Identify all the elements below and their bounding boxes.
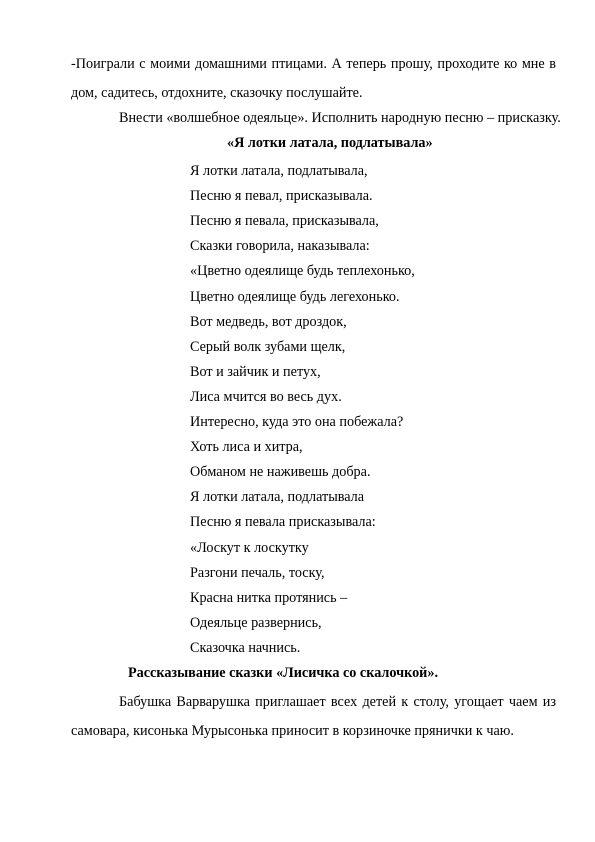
song-line: Цветно одеялище будь легехонько. bbox=[190, 289, 400, 305]
song-line: Сказки говорила, наказывала: bbox=[190, 238, 370, 254]
song-title: «Я лотки латала, подлатывала» bbox=[227, 135, 433, 151]
song-line: Разгони печаль, тоску, bbox=[190, 565, 325, 581]
song-line: «Цветно одеялище будь теплехонько, bbox=[190, 263, 415, 279]
song-line: Вот медведь, вот дроздок, bbox=[190, 314, 347, 330]
song-line: «Лоскут к лоскутку bbox=[190, 540, 309, 556]
song-line: Песню я певал, присказывала. bbox=[190, 188, 373, 204]
song-line: Лиса мчится во весь дух. bbox=[190, 389, 342, 405]
song-line: Я лотки латала, подлатывала bbox=[190, 489, 365, 505]
song-line: Одеяльце развернись, bbox=[190, 615, 322, 631]
intro-line-1: -Поиграли с моими домашними птицами. А теперь прошу, проходите ко мне в bbox=[71, 56, 556, 72]
song-line: Серый волк зубами щелк, bbox=[190, 339, 346, 355]
song-line: Песню я певала присказывала: bbox=[190, 514, 376, 530]
intro-line-2: дом, садитесь, отдохните, сказочку послушайте. bbox=[71, 85, 363, 101]
song-line: Песню я певала, присказывала, bbox=[190, 213, 379, 229]
song-line: Обманом не наживешь добра. bbox=[190, 464, 371, 480]
song-line: Красна нитка протянись – bbox=[190, 590, 348, 606]
song-line: Вот и зайчик и петух, bbox=[190, 364, 321, 380]
story-heading: Рассказывание сказки «Лисичка со скалочкой». bbox=[128, 665, 438, 681]
song-line: Интересно, куда это она побежала? bbox=[190, 414, 404, 430]
song-line: Я лотки латала, подлатывала, bbox=[190, 163, 368, 179]
instruction-text: Внести «волшебное одеяльце». Исполнить народную песню – присказку. bbox=[119, 110, 561, 126]
song-line: Хоть лиса и хитра, bbox=[190, 439, 303, 455]
song-line: Сказочка начнись. bbox=[190, 640, 301, 656]
closing-line-2: самовара, кисонька Мурысонька приносит в корзиночке прянички к чаю. bbox=[71, 723, 514, 739]
closing-line-1: Бабушка Варварушка приглашает всех детей к столу, угощает чаем из bbox=[119, 694, 556, 710]
